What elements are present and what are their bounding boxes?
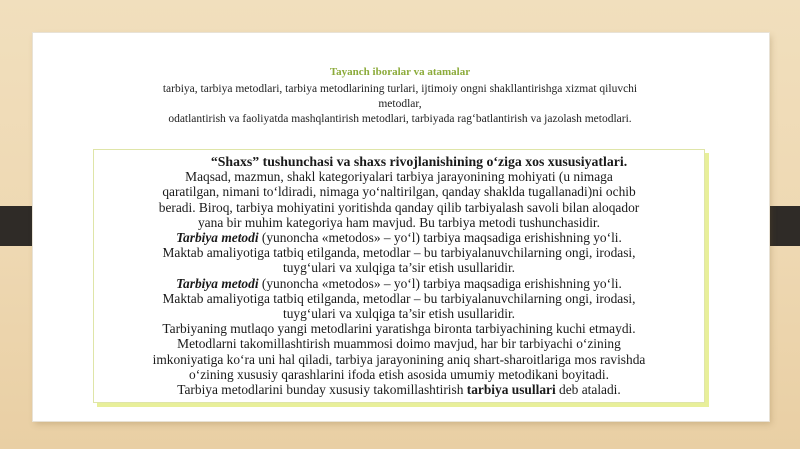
closing-end: deb ataladi. [555,382,621,398]
definition-line [94,276,704,291]
closing-start: Tarbiya metodlarini bunday xususiy takomillashtirish [177,382,467,398]
keywords-title: Tayanch iboralar va atamalar [329,66,471,78]
paragraph-line: Maktab amaliyotiga tatbiq etilganda, metodlar – bu tarbiyalanuvchilarning ongi, irodasi, [162,245,636,261]
section-heading: “Shaxs” tushunchasi va shaxs rivojlanishining o‘ziga xos xususiyatlari. [210,154,628,169]
paragraph-line: beradi. Biroq, tarbiya mohiyatini yoritishda qanday qilib tarbiyalash savoli bilan aloqador [158,199,640,215]
paragraph-line: Maktab amaliyotiga tatbiq etilganda, metodlar – bu tarbiyalanuvchilarning ongi, irodasi, [162,290,636,306]
body-text [94,154,704,397]
paragraph-line: Tarbiyaning mutlaqo yangi metodlarini yaratishga bironta tarbiyachining kuchi etmaydi. [162,321,636,337]
paragraph-line: Metodlarni takomillashtirish muammosi doimo mavjud, har bir tarbiyachi o‘zining [177,336,621,352]
paragraph-line: yana bir muhim kategoriya ham mavjud. Bu tarbiya metodi tushunchasidir. [197,214,600,230]
paragraph-line: o‘zining xususiy qarashlarini ifoda etish asosida umumiy metodikani boyitadi. [189,366,609,382]
keywords-line: tarbiya, tarbiya metodlari, tarbiya metodlarining turlari, ijtimoiy ongni shakllantirishga xizmat qiluvchi [162,83,638,95]
definition-rest: (yunoncha «metodos» – yo‘l) tarbiya maqsadiga erishishning yo‘li. [258,275,622,291]
paragraph-line: Maqsad, mazmun, shakl kategoriyalari tarbiya jarayonining mohiyati (u nimaga [185,169,613,185]
definition-rest: (yunoncha «metodos» – yo‘l) tarbiya maqsadiga erishishning yo‘li. [258,230,622,246]
keywords-line: metodlar, [378,98,422,110]
closing-line [94,382,704,397]
content-box [93,149,705,403]
keywords-text [140,82,660,127]
definition-line [94,230,704,245]
paragraph-line: tuyg‘ulari va xulqiga ta’sir etish usullaridir. [282,306,516,322]
paragraph-line: qaratilgan, nimani to‘ldiradi, nimaga yo‘naltirilgan, qanday shaklda tugallanadi)ni ochib [162,184,636,200]
keywords-line: odatlantirish va faoliyatda mashqlantirish metodlari, tarbiyada rag‘batlantirish va jazolash metodlari. [168,113,632,125]
definition-term: Tarbiya metodi [176,275,259,291]
definition-term: Tarbiya metodi [176,230,259,246]
closing-term: tarbiya usullari [466,382,556,398]
paragraph-line: tuyg‘ulari va xulqiga ta’sir etish usullaridir. [282,260,516,276]
paragraph-line: imkoniyatiga ko‘ra uni hal qiladi, tarbiya jarayonining aniq shart-sharoitlariga mos ravishda [152,351,646,367]
